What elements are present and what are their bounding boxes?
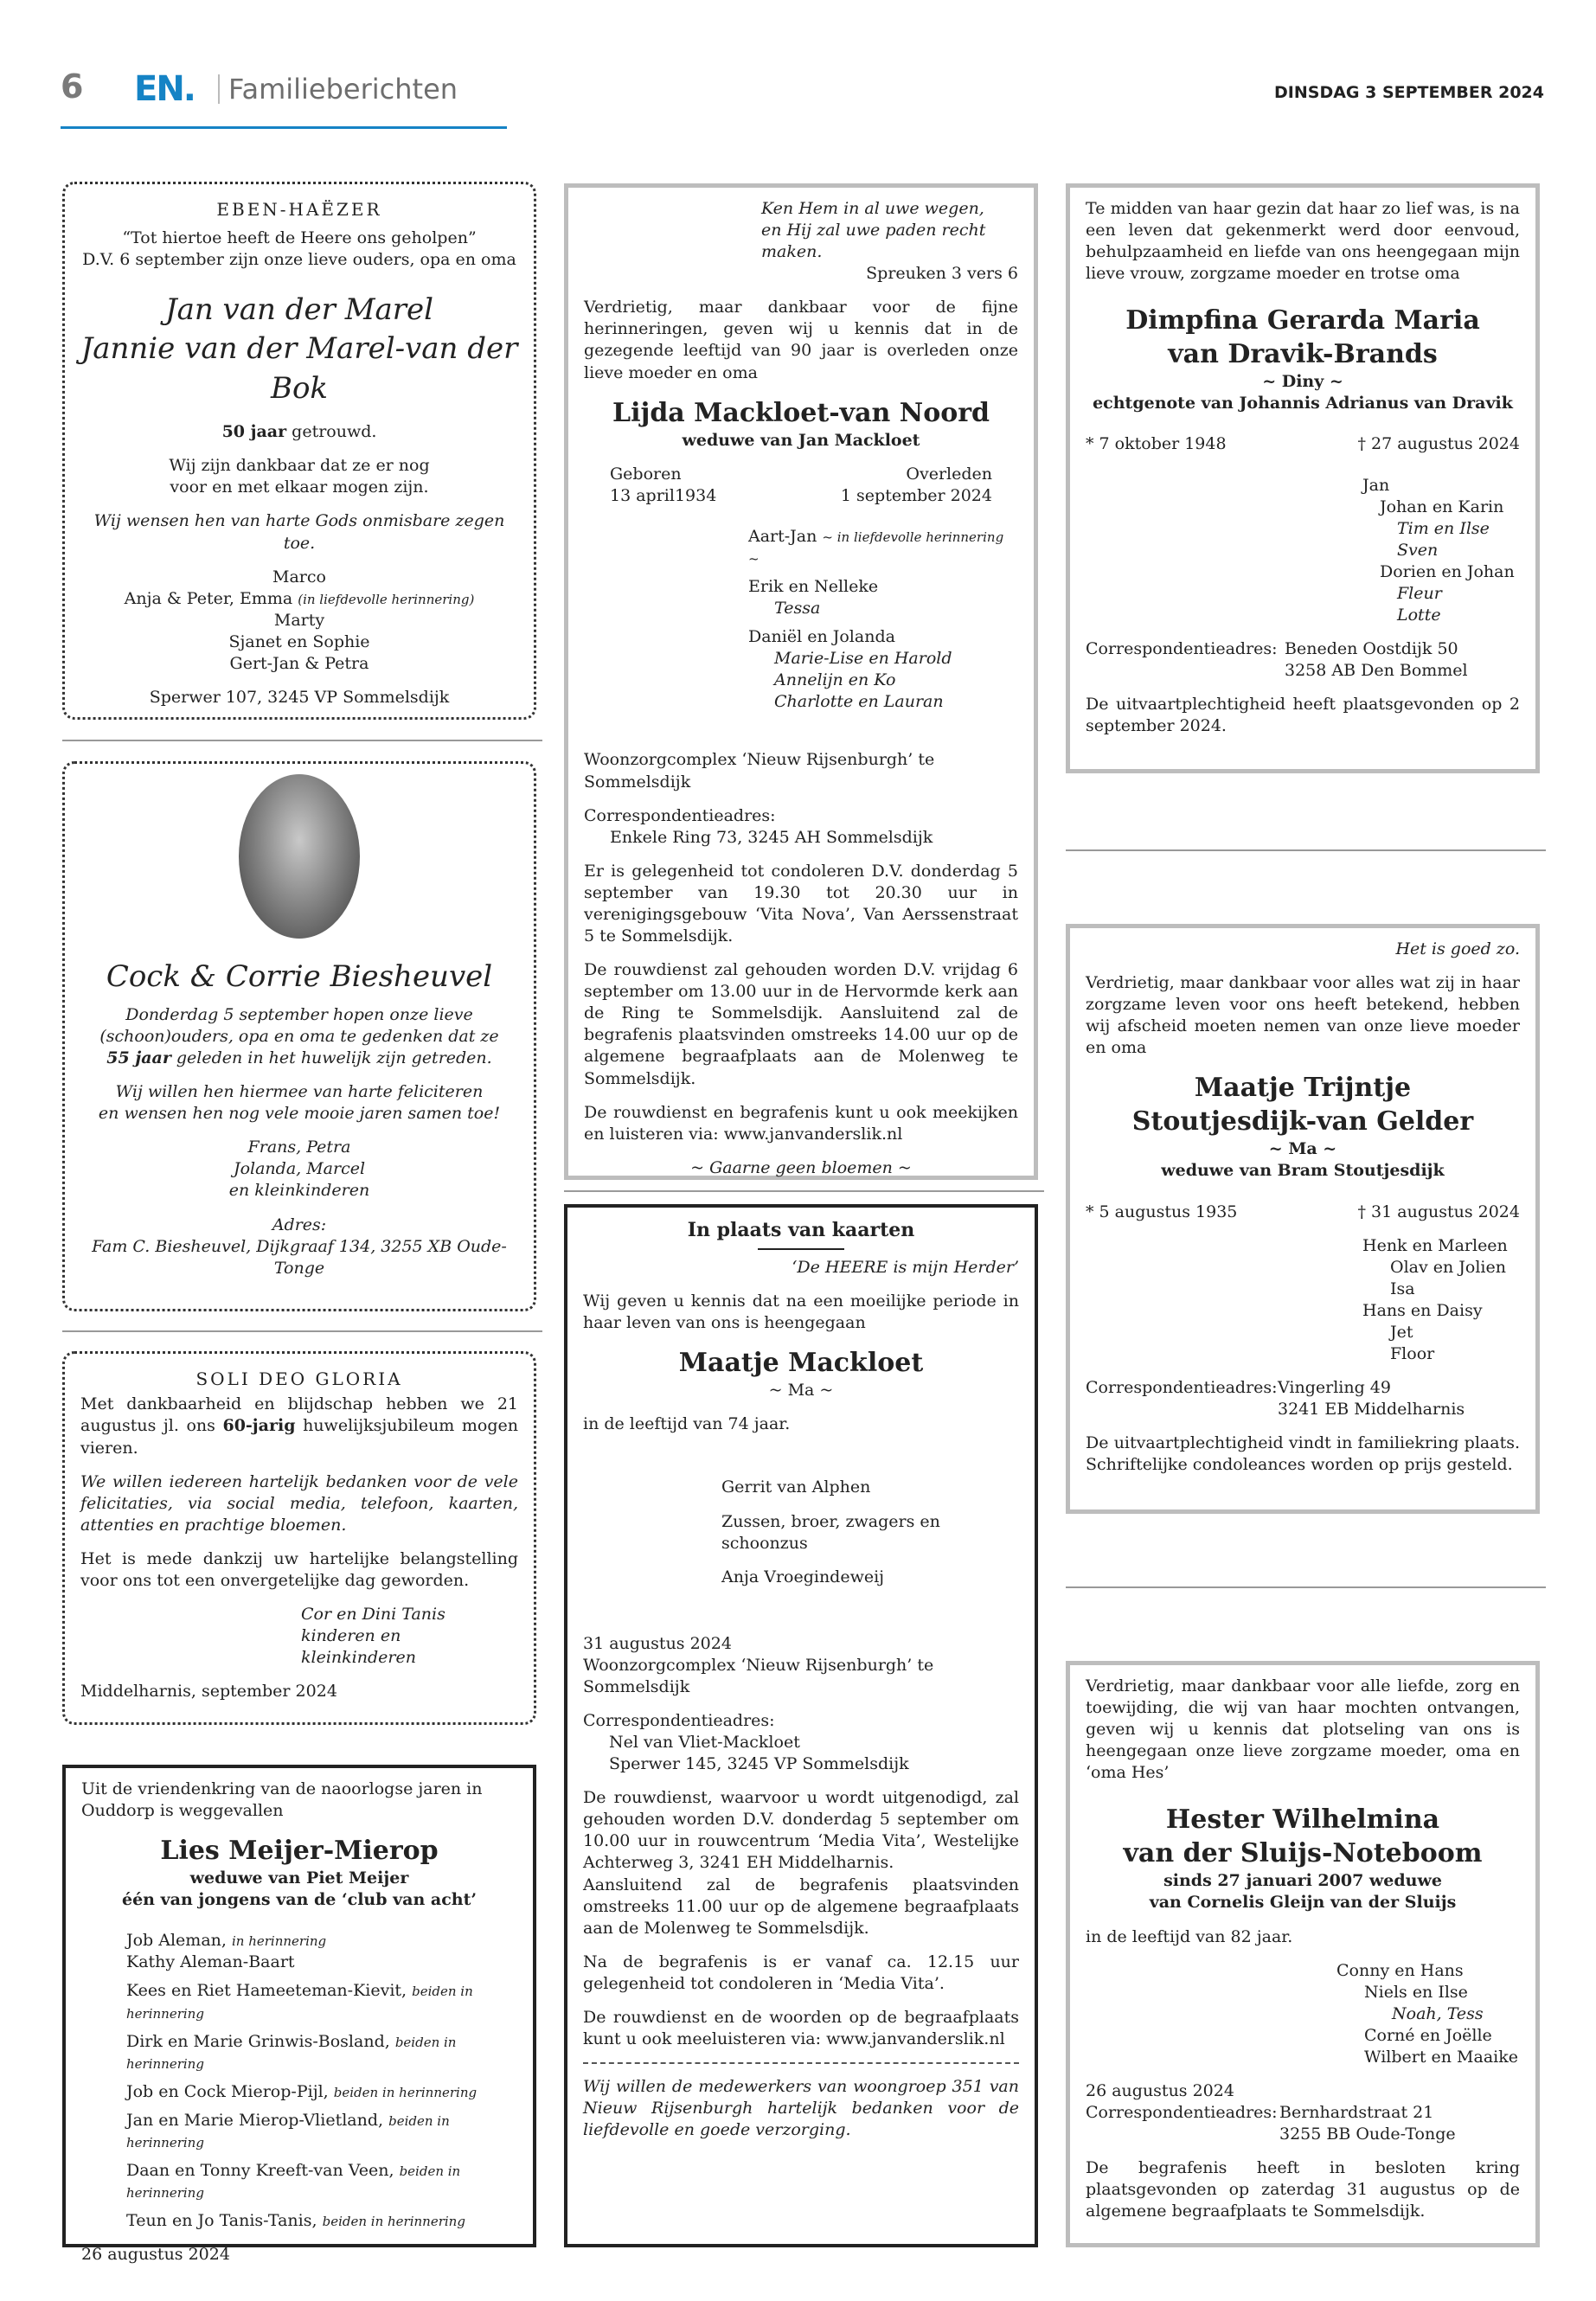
anniversary-line: 50 jaar getrouwd. [221,422,377,442]
family-list: Marco Anja & Peter, Emma (in liefdevolle herinnering) Marty Sjanet en Sophie Gert-Jan & Petra [124,567,475,673]
announcement-soli-deo-gloria [62,1351,536,1725]
column-divider [62,1330,542,1332]
ad-text: Er is gelegenheid tot condoleren D.V. donderdag 5 september van 19.30 tot 20.30 uur in verenigingsgebouw ‘Vita Nova’, Van Aerssenstraat 5 te Sommelsdijk. [584,861,1018,946]
column-divider [1066,849,1546,851]
header-separator [218,74,220,104]
dates-row: Geboren 13 april1934 Overleden 1 september 2024 [610,464,992,505]
ad-address: Fam C. Biesheuvel, Dijkgraaf 134, 3255 XB Oude-Tonge [92,1236,507,1278]
announcement-meijer-mierop [62,1765,536,2265]
bible-verse: en Hij zal uwe paden recht maken. [761,221,986,262]
ad-subtitle: echtgenote van Johannis Adrianus van Dravik [1093,394,1513,413]
ad-text: D.V. 6 september zijn onze lieve ouders, opa en oma [82,250,516,270]
correspondence-address: Sperwer 145, 3245 VP Sommelsdijk [609,1754,909,1774]
dates-row: * 5 augustus 1935 † 31 augustus 2024 [1086,1202,1520,1221]
signature: Cor en Dini Tanis [301,1605,445,1625]
ad-text: Het is mede dankzij uw hartelijke belangstelling voor ons tot een onvergetelijke dag geworden. [80,1548,518,1590]
family-list: Frans, Petra Jolanda, Marcel en kleinkinderen [228,1138,370,1201]
deceased-name: Lies Meijer-Mierop [160,1836,439,1867]
ad-text: Wij geven u kennis dat na een moeilijke periode in haar leven van ons is heengegaan [583,1292,1019,1333]
nickname: ~ Ma ~ [1268,1139,1337,1159]
ad-thanks: Wij willen de medewerkers van woongroep 351 van Nieuw Rijsenburgh hartelijk bedanken voor de liefdevolle en goede verzorging. [583,2077,1019,2140]
announcement-mackloet-van-noord [564,183,1038,1180]
header-rule [61,126,507,129]
deceased-name: van der Sluijs-Noteboom [1123,1838,1483,1869]
couple-name-1: Jan van der Marel [164,292,434,327]
column-divider [62,740,542,741]
ad-date: 26 augustus 2024 [1086,2081,1234,2101]
ad-subtitle: van Cornelis Gleijn van der Sluijs [1149,1893,1457,1913]
bible-verse: Ken Hem in al uwe wegen, [761,199,984,218]
page-number: 6 [61,67,84,106]
ad-quote: “Tot hiertoe heeft de Heere ons geholpen” [122,228,477,248]
ad-text: De begrafenis heeft in besloten kring plaatsgevonden op zaterdag 31 augustus op de algemene begraafplaats te Sommelsdijk. [1086,2158,1520,2221]
issue-date: DINSDAG 3 SEPTEMBER 2024 [1274,83,1544,102]
ad-subtitle: weduwe van Jan Mackloet [682,430,920,450]
ad-heading: EBEN-HAËZER [216,199,382,220]
ad-text: Wij zijn dankbaar dat ze er nog [169,456,430,476]
ad-text: De rouwdienst, waarvoor u wordt uitgenodigd, zal gehouden worden D.V. donderdag 5 september om 10.00 uur in rouwcentrum ‘Media Vita’, Westelijke Achterweg 3, 3241 EH Middelharnis. [583,1788,1019,1873]
dashed-separator [583,2062,1019,2064]
family-list: Henk en Marleen Olav en Jolien Isa Hans en Daisy Jet Floor [1362,1235,1508,1364]
ad-subtitle: weduwe van Piet Meijer [189,1868,409,1888]
ad-text: We willen iedereen hartelijk bedanken voor de vele felicitaties, via social media, telefoon, kaarten, attenties en prachtige bloemen. [80,1471,518,1535]
ad-text: De uitvaartplechtigheid vindt in familiekring plaats. Schriftelijke condoleances worden op prijs gesteld. [1086,1433,1520,1475]
ad-address: Sperwer 107, 3245 VP Sommelsdijk [149,688,450,707]
correspondence-label: Correspondentieadres: [583,1710,775,1730]
correspondence-name: Nel van Vliet-Mackloet [609,1733,800,1753]
nickname: ~ Ma ~ [768,1381,834,1400]
ad-place: Middelharnis, september 2024 [80,1682,337,1702]
ad-text: Na de begrafenis is er vanaf ca. 12.15 uur gelegenheid tot condoleren in ‘Media Vita’. [583,1952,1019,1993]
ad-text: De uitvaartplechtigheid heeft plaatsgevonden op 2 september 2024. [1086,695,1520,736]
ad-wish: en wensen hen nog vele mooie jaren samen toe! [98,1104,501,1124]
announcement-van-der-sluijs-noteboom [1066,1661,1540,2247]
ad-text: Verdrietig, maar dankbaar voor de fijne herinneringen, geven wij u kennis dat in de gezegende leeftijd van 90 jaar is overleden onze lieve moeder en oma [584,298,1018,382]
ad-text: De rouwdienst en de woorden op de begraafplaats kunt u ook meeluisteren via: www.janvanderslik.nl [583,2007,1019,2048]
ad-date: 31 augustus 2024 [583,1633,732,1653]
announcement-biesheuvel [62,761,536,1311]
ad-text: in de leeftijd van 74 jaar. [583,1414,791,1434]
deceased-name: Hester Wilhelmina [1165,1804,1440,1836]
ad-text: in de leeftijd van 82 jaar. [1086,1926,1293,1946]
correspondence-label: Correspondentieadres: [584,805,776,825]
ad-wish: Wij willen hen hiermee van harte feliciteren [115,1082,484,1102]
ad-date: 26 augustus 2024 [81,2245,230,2265]
ad-text: De rouwdienst en begrafenis kunt u ook meekijken en luisteren via: www.janvanderslik.nl [584,1102,1018,1144]
ad-text: Verdrietig, maar dankbaar voor alles wat zij in haar zorgzame leven voor ons heeft betekend, hebben wij afscheid moeten nemen van onze lieve moeder en oma [1086,973,1520,1058]
heading-rule [758,1248,844,1250]
deceased-name: van Dravik-Brands [1168,339,1438,370]
signature: kinderen en kleinkinderen [301,1626,416,1668]
family-list: Jan Johan en Karin Tim en Ilse Sven Dorien en Johan Fleur Lotte [1362,475,1515,625]
family-list: Gerrit van Alphen Zussen, broer, zwagers en schoonzus Anja Vroegindeweij [721,1477,940,1586]
ad-subtitle: weduwe van Bram Stoutjesdijk [1161,1161,1445,1181]
announcement-van-dravik-brands [1066,183,1540,773]
column-divider [1066,1586,1546,1588]
ad-text: Te midden van haar gezin dat haar zo lief was, is na een leven dat gekenmerkt werd door eenvoud, behulpzaamheid en liefde van ons heengegaan mijn lieve vrouw, zorgzame moeder en trotse oma [1086,199,1520,284]
address-label: Adres: [272,1215,327,1234]
deceased-name: Lijda Mackloet-van Noord [612,397,990,428]
deceased-name: Dimpfina Gerarda Maria [1125,305,1480,336]
deceased-name: Maatje Mackloet [678,1348,924,1379]
ad-text: voor en met elkaar mogen zijn. [170,478,429,497]
friends-list: Job Aleman, in herinnering Kathy Aleman-Baart Kees en Riet Hameeteman-Kievit, beiden in herinnering Dirk en Marie Grinwis-Bosland, beiden in herinnering Job en Cock Mierop-Pijl, beiden in herinnering Jan en Marie Mierop-Vlietland, beiden in herinnering Daan en Tonny Kreeft-van Veen, beiden in herinnering Teun en Jo Tanis-Tanis, beiden in herinnering [126,1931,478,2231]
newspaper-logo: EN. [134,69,195,109]
ad-place: Woonzorgcomplex ‘Nieuw Rijsenburgh’ te Sommelsdijk [584,750,935,792]
ad-subtitle: één van jongens van de ‘club van acht’ [122,1890,477,1910]
correspondence: Correspondentieadres: Vingerling 49 3241 EB Middelharnis [1086,1378,1465,1420]
dates-row: * 7 oktober 1948 † 27 augustus 2024 [1086,434,1520,454]
couple-name-2: Jannie van der Marel-van der Bok [80,331,518,407]
bible-verse: Het is goed zo. [1395,939,1520,958]
ad-text: Uit de vriendenkring van de naoorlogse jaren in Ouddorp is weggevallen [81,1779,483,1821]
announcement-eben-haezer [62,182,536,720]
deceased-name: Maatje Trijntje [1194,1073,1412,1104]
correspondence: Correspondentieadres: Beneden Oostdijk 50 3258 AB Den Bommel [1086,639,1468,681]
ad-text: 55 jaar geleden in het huwelijk zijn getreden. [106,1048,492,1068]
deceased-name: Stoutjesdijk-van Gelder [1131,1106,1474,1138]
ad-text: Donderdag 5 september hopen onze lieve [125,1004,473,1024]
ad-heading: SOLI DEO GLORIA [195,1368,403,1389]
ad-text: Verdrietig, maar dankbaar voor alle liefde, zorg en toewijding, die wij van haar mochten ontvangen, geven wij u kennis dat plotseling van ons is heengegaan onze lieve zorgzame moeder, oma en ‘oma Hes’ [1086,1676,1520,1783]
flowers-note: ~ Gaarne geen bloemen ~ [690,1157,912,1177]
wedding-photo [239,774,360,939]
ad-text: Met dankbaarheid en blijdschap hebben we 21 augustus jl. ons 60-jarig huwelijksjubileum mogen vieren. [80,1394,518,1458]
family-list: Aart-Jan ~ in liefdevolle herinnering ~ Erik en Nelleke Tessa Daniël en Jolanda Marie-Lise en Harold Annelijn en Ko Charlotte en Lauran [748,526,1004,712]
bible-verse: ‘De HEERE is mijn Herder’ [792,1258,1019,1278]
announcement-maatje-mackloet [564,1204,1038,2247]
correspondence: Correspondentieadres: Bernhardstraat 21 3255 BB Oude-Tonge [1086,2103,1456,2144]
correspondence-address: Enkele Ring 73, 3245 AH Sommelsdijk [610,827,933,847]
ad-text: De rouwdienst zal gehouden worden D.V. vrijdag 6 september om 13.00 uur in de Hervormde kerk aan de Ring te Sommelsdijk. Aansluitend zal de begrafenis plaatsvinden omstreeks 14.00 uur op de algemene begraafplaats aan de Molenweg te Sommelsdijk. [584,960,1018,1088]
announcement-stoutjesdijk-van-gelder [1066,924,1540,1514]
couple-name: Cock & Corrie Biesheuvel [106,959,493,994]
family-list: Conny en Hans Niels en Ilse Noah, Tess Corné en Joëlle Wilbert en Maaike [1336,1960,1518,2067]
nickname: ~ Diny ~ [1262,372,1343,392]
ad-text: Aansluitend zal de begrafenis plaatsvinden omstreeks 11.00 uur op de algemene begraafplaats aan de Molenweg te Sommelsdijk. [583,1875,1019,1938]
ad-text: (schoon)ouders, opa en oma te gedenken dat ze [99,1026,499,1046]
ad-place: Woonzorgcomplex ‘Nieuw Rijsenburgh’ te Sommelsdijk [583,1655,934,1696]
column-divider [564,1190,1044,1192]
ad-subtitle: sinds 27 januari 2007 weduwe [1163,1871,1442,1891]
section-title: Familieberichten [228,73,458,106]
ad-wish: Wij wensen hen van harte Gods onmisbare zegen toe. [93,511,505,553]
ad-heading: In plaats van kaarten [687,1219,915,1241]
verse-reference: Spreuken 3 vers 6 [866,264,1018,284]
